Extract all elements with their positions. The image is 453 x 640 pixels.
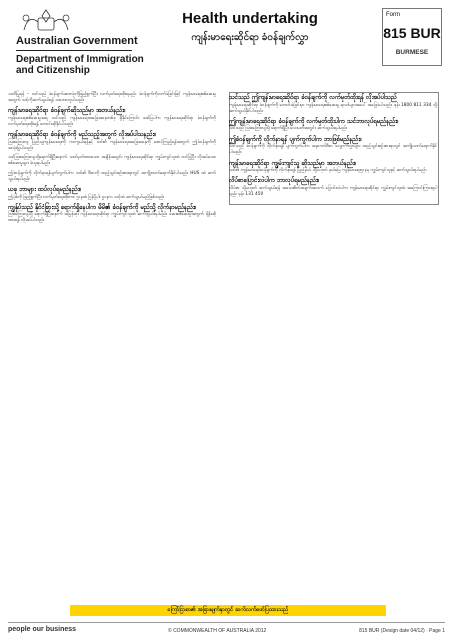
form-label: Form [386,12,400,18]
agency-divider [16,50,132,51]
section-text: သင်ဩစတြေးလျသို့ရောက်ရှိပြီးနောက် သတ်မှတ်ထားသော အချိန်အတွင်း ကျန်းမာရေးဆိုင်ရာ ကျွမ်းကျင်သူထံ တင်ပြပြီး လိုအပ်သော စစ်ဆေးမှုများ ခံယူရပါမည်။ [8,155,216,167]
form-number: 815 BUR [383,25,441,41]
form-number-box [382,8,442,66]
page-reference: 815 BUR (Design date 04/12) · Page 1 [359,628,445,634]
section [8,107,216,128]
section-text: ဩစတြေးလျ ပြည်သူ့ကျန်းမာရေးကို ကာကွယ်ရန်နှင့် သင်၏ ကျန်းမာရေးအခြေအနေကို စောင့်ကြည့်ရန်အတွက် ဤခံဝန်ချက်ကို အသုံးပြုပါသည်။ [8,139,216,152]
footer-divider [8,622,445,623]
copyright-notice: © COMMONWEALTH OF AUSTRALIA 2012 [168,628,267,634]
section-text: ဤပုံစံကို ဖြည့်စွက်ပြီး လက်မှတ်ရေးထိုးကာ ဌာနထံ ပြန်ပို့ပါ။ ဌာနက သင့်ထံ ဆက်သွယ်မည်ဖြစ်သည်။ [8,194,165,200]
section [229,160,437,175]
section [229,136,437,157]
section-text: ကျန်းမာရေးစစ်ဆေးမှုအရ သင်သည် ကျန်းမာရေးအခြေအနေတစ်ခု ရှိနိုင်ကြောင်း ဖော်ပြပါက ကျန်းမာရေးဆိုင်ရာ ခံဝန်ချက်ကို လက်မှတ်ရေးထိုးရန် တောင်းဆိုနိုင်ပါသည်။ [8,115,216,128]
department-name: Department of Immigration and Citizenship [16,54,144,76]
section-text: ဩစတြေးလျသို့ ရောက်ရှိပြီးနောက် အမြန်ဆုံး ကျန်းမာရေးဆိုင်ရာ ကျွမ်းကျင်သူထံ ဆက်သွယ်ရပါမည်။ ဆေးစစ်ဆေးမှုအတွက် ချိန်းဆိုထားရန် လိုအပ်ပါသည်။ [8,212,216,224]
form-language: BURMESE [395,49,429,56]
section [8,92,216,104]
document-header [0,0,453,88]
section-text: သင်၏ ကျန်းမာရေးခံဝန်ချက်ကို လိုက်နာရန် ပြည်နယ် သို့မဟုတ် နယ်မြေ ကျန်းမာရေးဌာနမှ ကျွမ်းကျင်သူနှင့် ဆက်သွယ်ရပါမည်။ [229,168,427,174]
section-heading: ဤခံဝန်ချက်ကို လိုက်နာရန် ပျက်ကွက်ပါက ဘာဖြစ်မည်နည်း။ [229,135,362,143]
section [8,204,216,225]
section-heading: ကျွန်ုပ်သည် နိုင်ငံခြားသို့ ရောက်ရှိနေပါက မိမိ၏ ခံဝန်ချက်ကို မည်သို့ လိုက်နာမည်နည်း။ [8,203,197,211]
right-column [229,92,437,201]
section [229,118,437,133]
coat-of-arms-logo [16,8,76,34]
section-heading: ကျန်းမာရေးဆိုင်ရာ ကျွမ်းကျင်သူ ဆိုသည်မှာ အဘယ်နည်း။ [229,159,357,167]
section-heading: ဤကျန်းမာရေးဆိုင်ရာ ခံဝန်ချက်ကို လက်မှတ်ထိုးပါက သင်ဘာလုပ်ရမည်နည်း။ [229,117,399,125]
section-heading: ကျန်းမာရေးဆိုင်ရာ ခံဝန်ချက်ဆိုသည်မှာ အဘယ်နည်း။ [8,107,126,115]
section [8,155,216,167]
document-title [150,10,350,45]
section-heading: ယခု ဘာများ ထပ်လုပ်ရမည်နည်း။ [8,186,82,194]
government-name: Australian Government [16,35,138,47]
section-text: သင်သည် ဩစတြေးလျသို့ ရောက်ရှိပြီး လေးပတ်အတွင်း ဆက်သွယ်ရပါမည်။ [229,126,348,132]
title-burmese: ကျန်းမာရေးဆိုင်ရာ ခံဝန်ချက်လွှာ [191,32,309,43]
section-heading: သင်သည် ဤကျန်းမာရေးဆိုင်ရာ ခံဝန်ချက်ကို လက်မှတ်ထိုးရန် လိုအပ်ပါသည် [229,94,397,101]
brand-tagline: people our business [8,626,77,633]
page-footer [8,626,445,636]
section-text: သင်သည် ခံဝန်ချက်ကို လိုက်နာရန် ပျက်ကွက်ပါက အနာဂတ်ဗီဇာ လျှောက်လွှာများ ထည့်သွင်းစဉ်းစားရာတွင် အကျိုးသက်ရောက်နိုင်ပါသည်။ [229,144,437,156]
section-heading: လိပ်စာပြောင်းလဲပါက ဘာလုပ်ရမည်နည်း။ [229,177,320,185]
section-text: လိပ်စာ သို့မဟုတ် ဆက်သွယ်ရန် အသေးစိတ်အချက်အလက် ပြောင်းလဲပါက ကျန်းမာရေးဆိုင်ရာ ကျွမ်းကျင်သူထံ အကြောင်းကြားရပါမည်။ ဖုန်း 131 450 [229,185,437,197]
section [8,171,216,183]
section [8,186,216,201]
left-column [8,92,216,228]
section-text: သတိပြုရန် – သင်သည် ခံဝန်ချက်အားလုံးကိုဖြည့်စွက်ပြီး လက်မှတ်ရေးထိုးရမည်။ ခံဝန်ချက်ကိုလက်ခံခြင်းဖြင့် ကျန်းမာရေးစစ်ဆေးမှုအတွက် သင့်ကိုဆက်သွယ်ရန် သဘောတူပါသည်။ [8,92,216,104]
title-english: Health undertaking [182,10,318,27]
section [8,131,216,152]
continued-overleaf-bar: ကြော်ငြာစာ၏ အခြားမျက်နှာတွင် ဆက်လက်ဖော်ပြထားသည် [70,605,386,616]
section [229,94,437,115]
section-heading: ကျန်းမာရေးဆိုင်ရာ ခံဝန်ချက်ကို မည်သည့်အတွက် လိုအပ်ပါသနည်း။ [8,131,156,139]
section-text: ကျန်းမာရေးဆိုင်ရာ ခံဝန်ချက်ကို တောင်းခံခြင်းမှာ ကျန်းမာရေးစစ်ဆေးမှု ရလဒ်များအပေါ် အခြေခံပါသည်။ ဖုန်း 1800 811 334 သို့ ဆက်သွယ်နိုင်ပါသည်။ [229,102,437,114]
section-text: ဤခံဝန်ချက်ကို လိုက်နာရန်ပျက်ကွက်ပါက သင်၏ ဗီဇာကို ထည့်သွင်းစဉ်းစားရာတွင် အကျိုးသက်ရောက်နိုင်ပါသည်။ HUS ထံ ဆက်သွယ်ရပါမည်။ [8,170,216,182]
section [229,177,437,198]
